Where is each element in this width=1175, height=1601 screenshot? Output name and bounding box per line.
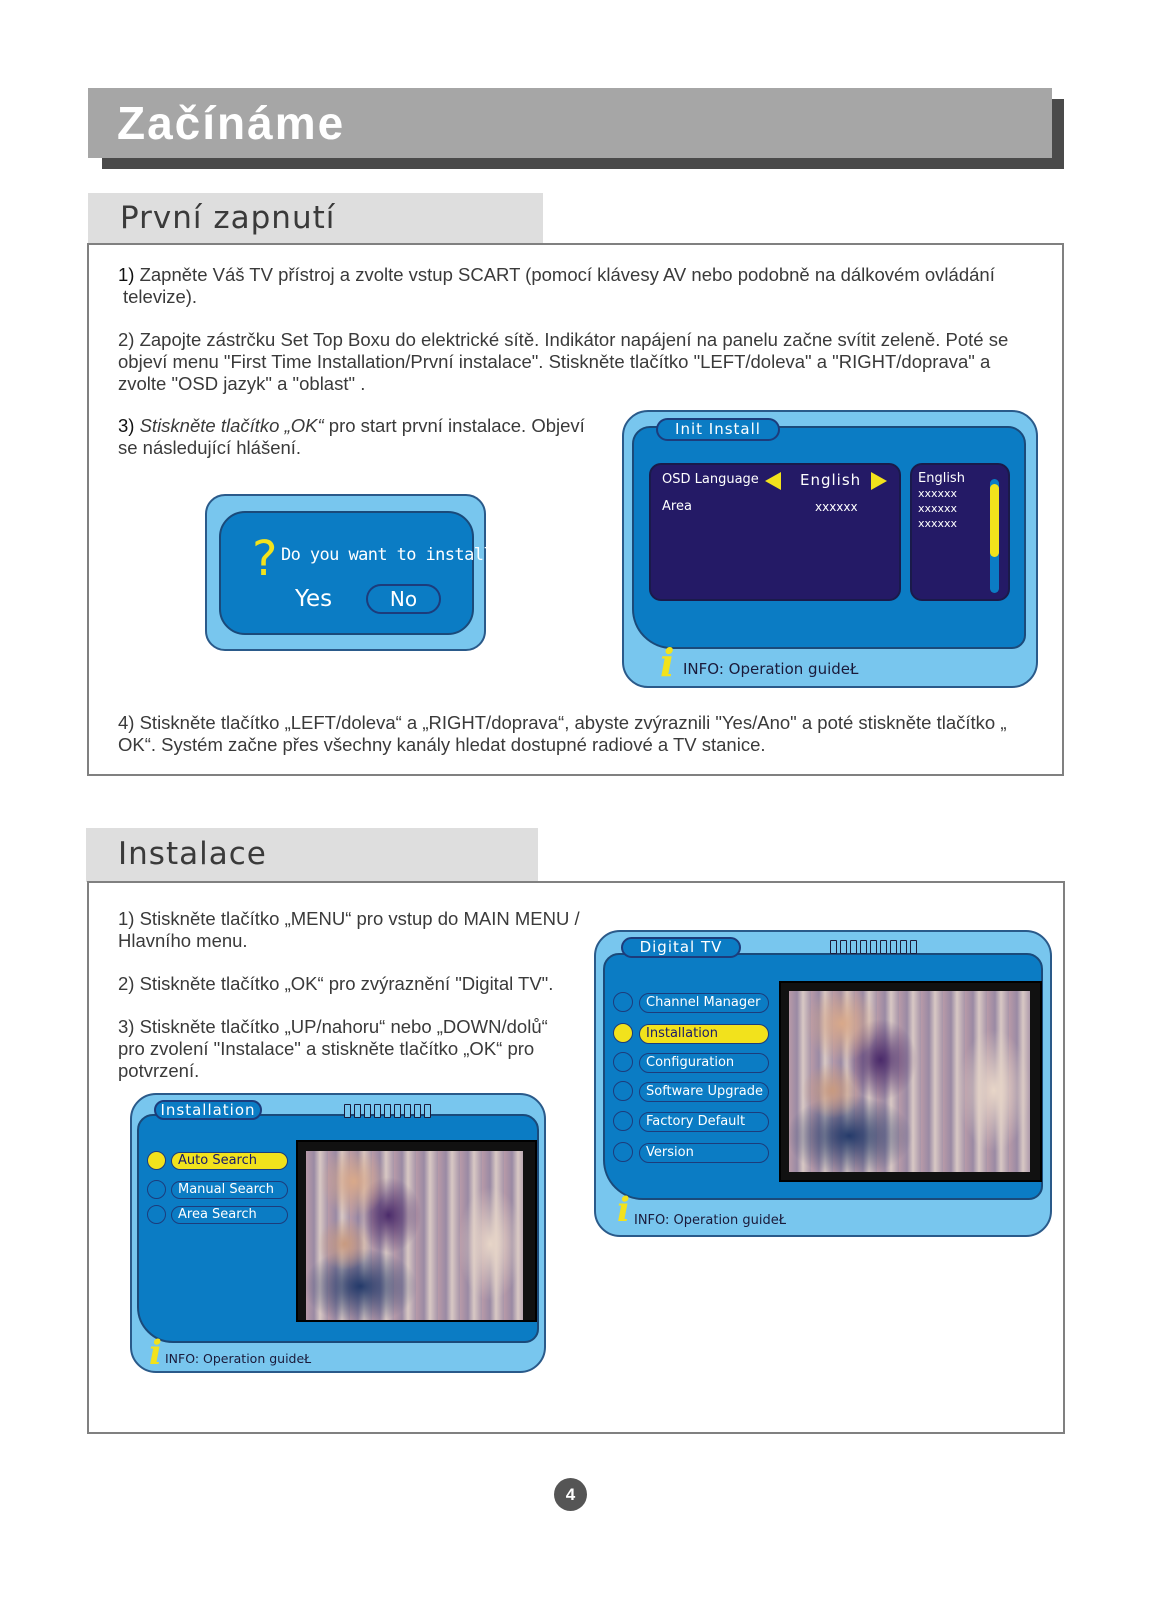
arrow-right-icon[interactable] bbox=[871, 472, 887, 490]
language-option[interactable]: English bbox=[918, 471, 965, 486]
menu-installation[interactable]: Installation bbox=[639, 1024, 769, 1044]
menu-channel-manager[interactable]: Channel Manager bbox=[639, 993, 769, 1013]
step-4-line-2: OK“. Systém začne přes všechny kanály hledat dostupné radiové a TV stanice. bbox=[118, 734, 766, 755]
step-3-text: pro start první instalace. Objeví bbox=[323, 415, 585, 436]
menu-auto-search[interactable]: Auto Search bbox=[171, 1152, 288, 1170]
step-1 bbox=[118, 264, 1048, 286]
menu-bullet bbox=[613, 1023, 633, 1043]
osd-language-label: OSD Language bbox=[662, 472, 759, 487]
installation-title: Installation bbox=[154, 1100, 262, 1120]
menu-bullet bbox=[147, 1151, 166, 1170]
step-2-line-3: zvolte "OSD jazyk" a "oblast" . bbox=[118, 373, 366, 394]
yes-button[interactable]: Yes bbox=[295, 586, 333, 612]
install-step-3-line-2: pro zvolení "Instalace" a stiskněte tlačítko „OK“ pro bbox=[118, 1038, 535, 1059]
info-hint: INFO: Operation guideŁ bbox=[165, 1351, 312, 1366]
menu-area-search[interactable]: Area Search bbox=[171, 1206, 288, 1224]
menu-bullet bbox=[613, 1111, 633, 1131]
area-value[interactable]: xxxxxx bbox=[815, 500, 858, 514]
step-4-line-1: 4) Stiskněte tlačítko „LEFT/doleva“ a „RIGHT/doprava“, abyste zvýraznili "Yes/Ano" a poté stiskněte tlačítko „ bbox=[118, 712, 1007, 733]
menu-software-upgrade[interactable]: Software Upgrade bbox=[639, 1082, 769, 1102]
menu-bullet bbox=[147, 1180, 166, 1199]
step-4 bbox=[118, 712, 1058, 756]
step-1-number: 1) bbox=[118, 264, 135, 285]
step-1-text: Zapněte Váš TV přístroj a zvolte vstup SCART (pomocí klávesy AV nebo podobně na dálkovém ovládání bbox=[134, 264, 995, 285]
install-step-1-line-2: Hlavního menu. bbox=[118, 930, 248, 951]
menu-version[interactable]: Version bbox=[639, 1143, 769, 1163]
signal-ticks bbox=[830, 940, 917, 954]
osd-language-value[interactable]: English bbox=[800, 471, 862, 489]
menu-bullet bbox=[613, 992, 633, 1012]
install-step-1-line-1: 1) Stiskněte tlačítko „MENU“ pro vstup do MAIN MENU / bbox=[118, 908, 580, 929]
signal-ticks bbox=[344, 1104, 431, 1118]
init-install-title: Init Install bbox=[656, 418, 780, 441]
page-number: 4 bbox=[554, 1478, 587, 1511]
page-title: Začínáme bbox=[117, 97, 346, 149]
video-preview bbox=[779, 981, 1042, 1182]
install-step-3 bbox=[118, 1016, 618, 1082]
menu-factory-default[interactable]: Factory Default bbox=[639, 1112, 769, 1132]
install-step-3-line-1: 3) Stiskněte tlačítko „UP/nahoru“ nebo „DOWN/dolů“ bbox=[118, 1016, 548, 1037]
info-hint: INFO: Operation guideŁ bbox=[634, 1213, 787, 1228]
question-icon: ? bbox=[252, 531, 278, 587]
install-step-2: 2) Stiskněte tlačítko „OK“ pro zvýraznění "Digital TV". bbox=[118, 973, 554, 994]
step-2 bbox=[118, 329, 1058, 395]
step-3-number: 3) bbox=[118, 415, 135, 436]
section-title-first-power-on: První zapnutí bbox=[120, 200, 336, 236]
info-icon: i bbox=[617, 1190, 630, 1230]
info-hint: INFO: Operation guideŁ bbox=[683, 660, 859, 678]
section-title-installation: Instalace bbox=[118, 836, 267, 872]
menu-bullet bbox=[613, 1081, 633, 1101]
area-label: Area bbox=[662, 499, 692, 514]
menu-bullet bbox=[147, 1205, 166, 1224]
step-2-line-2: objeví menu "First Time Installation/První instalace". Stiskněte tlačítko "LEFT/doleva" a "RIGHT/doprava" a bbox=[118, 351, 991, 372]
language-option[interactable]: xxxxxx bbox=[918, 517, 958, 530]
no-button[interactable]: No bbox=[366, 584, 441, 614]
step-3-italic: Stiskněte tlačítko „OK“ bbox=[139, 415, 324, 436]
step-3-line-2: se následující hlášení. bbox=[118, 437, 302, 458]
arrow-left-icon[interactable] bbox=[765, 472, 781, 490]
video-preview bbox=[296, 1140, 537, 1322]
preview-photo bbox=[306, 1151, 523, 1320]
menu-manual-search[interactable]: Manual Search bbox=[171, 1181, 288, 1199]
install-question: Do you want to install? bbox=[281, 545, 503, 565]
digital-tv-title: Digital TV bbox=[621, 937, 741, 958]
step-3 bbox=[118, 415, 618, 459]
language-option[interactable]: xxxxxx bbox=[918, 487, 958, 500]
step-2-line-1: 2) Zapojte zástrčku Set Top Boxu do elektrické sítě. Indikátor napájení na panelu začne svítit zeleně. Poté se bbox=[118, 329, 1009, 350]
info-icon: i bbox=[660, 640, 675, 685]
info-icon: i bbox=[149, 1333, 162, 1373]
menu-bullet bbox=[613, 1142, 633, 1162]
menu-configuration[interactable]: Configuration bbox=[639, 1053, 769, 1073]
menu-bullet bbox=[613, 1052, 633, 1072]
step-1-text-cont: televize). bbox=[123, 286, 198, 307]
language-list-items[interactable] bbox=[918, 472, 965, 531]
install-step-3-line-3: potvrzení. bbox=[118, 1060, 200, 1081]
preview-photo bbox=[789, 991, 1030, 1172]
scrollbar-thumb[interactable] bbox=[990, 484, 999, 557]
language-option[interactable]: xxxxxx bbox=[918, 502, 958, 515]
install-step-1 bbox=[118, 908, 618, 952]
